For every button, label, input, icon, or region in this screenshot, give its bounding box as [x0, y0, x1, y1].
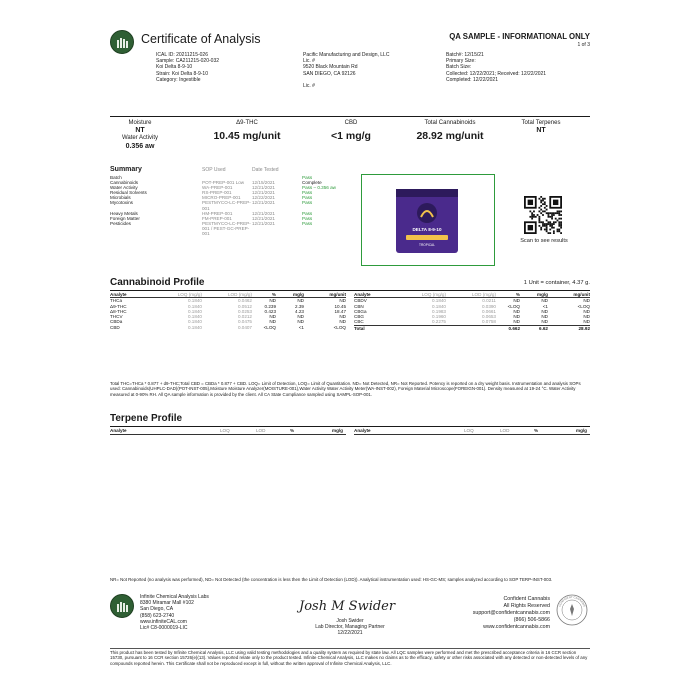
client-info: Pacific Manufacturing and Design, LLC Lic. # 9520 Black Mountain Rd SAN DIEGO, CA 92126 Lic. #: [303, 52, 390, 89]
terpene-col-header: Analyte: [110, 428, 127, 433]
cannabinoid-total-cell: 0.662: [496, 325, 520, 331]
summary-analyte: Mycotoxins: [110, 200, 133, 206]
metric-d9thc: Δ9-THC 10.45 mg/unit: [213, 120, 281, 142]
cannabinoid-cell: ND: [269, 298, 276, 304]
cannabinoid-cell: ND: [541, 308, 548, 314]
cannabinoid-cell: <LOQ: [507, 303, 520, 309]
cannabinoid-cell: ND: [339, 298, 346, 304]
cannabinoid-col-header: mg/g: [276, 292, 304, 298]
cannabinoid-cell: 0.239: [264, 303, 276, 309]
summary-sop: POT-PREP-001 Low: [202, 180, 245, 186]
summary-analyte: Residual Solvents: [110, 190, 147, 196]
page-indicator: 1 of 3: [577, 42, 590, 48]
summary-result: Complete: [302, 180, 322, 186]
cannabinoid-table-left: [110, 292, 346, 330]
cannabinoid-cell: 0.1983: [431, 308, 446, 314]
cannabinoid-total-cell: 6.62: [520, 325, 548, 331]
summary-analyte: Foreign Matter: [110, 215, 140, 221]
cannabinoid-cell: 0.1840: [187, 314, 202, 320]
summary-row: [110, 200, 362, 210]
cannabinoid-cell: 0.0462: [237, 298, 252, 304]
summary-result: Pass: [302, 220, 313, 226]
cannabinoid-cell: <1: [298, 324, 304, 330]
cannabinoid-col-header: mg/unit: [548, 292, 590, 298]
cannabinoid-cell: ND: [513, 319, 520, 325]
cannabinoid-cell: 0.2275: [431, 319, 446, 325]
cannabinoid-cell: CBDa: [110, 319, 123, 325]
summary-date: 12/21/2021: [252, 210, 275, 216]
cc-contact: Confident Cannabis All Rights Reserved support@confidentcannabis.com (866) 506-5866 www.confidentcannabis.com: [428, 596, 550, 631]
terpene-col-header: Analyte: [354, 428, 371, 433]
product-variant-text: TROPICAL: [419, 243, 435, 247]
cannabinoid-cell: Δ8-THC: [110, 308, 127, 314]
cannabinoid-cell: ND: [339, 319, 346, 325]
qr-code-icon[interactable]: [524, 196, 562, 234]
summary-table: [110, 175, 362, 236]
cannabinoid-cell: 0.0212: [237, 314, 252, 320]
summary-date: 12/21/2021: [252, 220, 275, 226]
cannabinoid-divider: [110, 290, 590, 291]
cannabinoid-cell: ND: [541, 319, 548, 325]
sample-banner: QA SAMPLE - INFORMATIONAL ONLY: [449, 32, 590, 41]
terpene-col-header: LOQ: [464, 428, 474, 433]
cannabinoid-col-header: LOD (mg/g): [202, 292, 252, 298]
terpene-header-rule: [110, 434, 346, 435]
cannabinoid-cell: <LOQ: [263, 324, 276, 330]
summary-result: Pass: [302, 190, 313, 196]
signer-info: Josh Swider Lab Director, Managing Partner 12/22/2021: [315, 618, 385, 637]
cannabinoid-total-row: [354, 325, 590, 331]
summary-date: 12/21/2021: [252, 215, 275, 221]
metric-cbd: CBD <1 mg/g: [331, 120, 371, 142]
cannabinoid-cell: 0.1840: [187, 319, 202, 325]
cannabinoid-cell: 2.39: [295, 303, 304, 309]
metric-total-terpenes: Total Terpenes NT: [521, 120, 561, 134]
summary-analyte: Pesticides: [110, 220, 131, 226]
terpene-col-header: LOD: [256, 428, 266, 433]
cannabinoid-cell: 0.0653: [481, 314, 496, 320]
summary-date: 12/15/2021: [252, 180, 275, 186]
svg-text:Josh M Swider: Josh M Swider: [299, 599, 396, 614]
cannabinoid-cell: ND: [513, 308, 520, 314]
cannabinoid-cell: ND: [513, 314, 520, 320]
summary-heading: Summary: [110, 166, 142, 173]
cannabinoid-cell: 0.0661: [481, 308, 496, 314]
cannabinoid-col-header: Analyte: [354, 292, 398, 298]
summary-analyte: Water Activity: [110, 185, 138, 191]
lab-logo-icon: [116, 37, 130, 49]
footer-lab-logo: [110, 594, 134, 618]
summary-sop: WA-PREP-001: [202, 185, 233, 191]
summary-date: 12/21/2021: [252, 190, 275, 196]
summary-col-date: Date Tested: [252, 167, 279, 173]
cannabinoid-total-cell: 28.92: [548, 325, 590, 331]
terpene-header-left: [110, 428, 346, 436]
cannabinoid-cell: 10.45: [334, 303, 346, 309]
product-line-text: DELTA 8-9-10: [412, 227, 442, 232]
coa-page: [110, 28, 590, 678]
unit-note: 1 Unit = container, 4.37 g.: [523, 280, 590, 286]
cannabinoid-cell: 0.1840: [187, 308, 202, 314]
summary-result: Pass: [302, 175, 313, 180]
cannabinoid-cell: 0.0475: [237, 319, 252, 325]
summary-result: Pass – 0.356 aw: [302, 185, 336, 191]
cannabinoid-cell: ND: [269, 319, 276, 325]
summary-analyte: Heavy Metals: [110, 210, 138, 216]
metric-moisture: Moisture NT Water Activity 0.356 aw: [121, 120, 159, 150]
summary-result: Pass: [302, 200, 313, 206]
page-title: Certificate of Analysis: [141, 32, 261, 46]
cannabinoid-cell: ND: [541, 298, 548, 304]
cannabinoid-cell: THCV: [110, 314, 123, 320]
summary-analyte: Batch: [110, 175, 122, 180]
cannabinoid-col-header: %: [252, 292, 276, 298]
terpene-header-rule: [354, 434, 590, 435]
summary-date: 12/21/2021: [252, 200, 275, 206]
cannabinoid-cell: 0.0390: [481, 303, 496, 309]
lab-logo-icon: [116, 601, 130, 613]
summary-sop: PESTMYCO-LC-PREP-001 / PEST-GC-PREP-001: [202, 220, 251, 237]
cannabinoid-cell: CBG: [354, 314, 364, 320]
cc-website-link[interactable]: www.confidentcannabis.com: [483, 624, 550, 630]
cannabinoid-table-right: [354, 292, 590, 331]
summary-row: [110, 221, 362, 236]
summary-result: Pass: [302, 195, 313, 201]
lab-logo-seal: [110, 30, 134, 54]
cannabinoid-cell: <LOQ: [333, 324, 346, 330]
cannabinoid-cell: 18.47: [334, 308, 346, 314]
terpene-col-header: %: [290, 428, 295, 433]
summary-result: Pass: [302, 210, 313, 216]
summary-sop: MICRO-PREP-001: [202, 195, 241, 201]
lab-contact: Infinite Chemical Analysis Labs 8380 Miramar Mall #102 San Diego, CA (858) 623-2740 www.infiniteCAL.com Lic# C8-0000019-LIC: [140, 594, 270, 631]
terpene-col-header: mg/g: [576, 428, 587, 433]
summary-metrics: [110, 120, 590, 160]
product-image: [362, 175, 494, 265]
cannabinoid-col-header: LOD (mg/g): [446, 292, 496, 298]
cannabinoid-cell: 0.1840: [187, 298, 202, 304]
cannabinoid-col-header: Analyte: [110, 292, 154, 298]
terpene-header-right: [354, 428, 590, 436]
cannabinoid-cell: 0.423: [264, 308, 276, 314]
cc-email-link[interactable]: support@confidentcannabis.com: [472, 610, 550, 616]
cannabinoid-cell: ND: [513, 298, 520, 304]
cannabinoid-cell: ND: [339, 314, 346, 320]
cannabinoid-cell: ND: [583, 308, 590, 314]
cannabinoid-cell: 0.0253: [237, 308, 252, 314]
lab-website-link[interactable]: www.infiniteCAL.com: [140, 618, 187, 625]
cannabinoid-cell: 0.0407: [237, 324, 252, 330]
cannabinoid-cell: <LOQ: [577, 303, 590, 309]
cannabinoid-footnote: Total THC=THCa * 0.877 + d9-THC;Total CBD = CBDa * 0.877 + CBD. LOQ= Limit of Detection, LOQ= Limit of Quantitation. ND= Not Detected, NR= Not Reported. Potency is reported on a dry weight basis. Instrumentation and analysis SOPs used: Cannabinoids(UHPLC-DAD)(POT-INST-005),Moisture Moisture Analyzer(MOISTURE-001),Water Activity Water Activity Meter(WA-INST-002), Foreign Material Microscope(FOREIGN-001). Density measured at 19-24 °C. Water Activity measured at 0-90% RH. All QA sample information is provided by the client. All CA State Compliance sampled using SAMPL-SOP-001.: [110, 381, 581, 397]
cannabinoid-cell: 0.1840: [187, 303, 202, 309]
summary-date: 12/21/2021: [252, 185, 275, 191]
summary-col-sop: SOP Used: [202, 167, 226, 173]
terpene-divider: [110, 426, 590, 427]
header-divider: [110, 116, 590, 117]
cannabinoid-profile-heading: Cannabinoid Profile: [110, 277, 205, 288]
metric-total-cannabinoids: Total Cannabinoids 28.92 mg/unit: [416, 120, 484, 142]
cannabinoid-col-header: %: [496, 292, 520, 298]
product-image-frame: [361, 174, 495, 266]
cannabinoid-cell: ND: [583, 314, 590, 320]
cannabinoid-cell: ND: [583, 319, 590, 325]
summary-sop: FM-PREP-001: [202, 215, 232, 221]
cannabinoid-cell: ND: [297, 319, 304, 325]
cannabinoid-cell: 0.0512: [237, 303, 252, 309]
cannabinoid-cell: CBD: [110, 324, 120, 330]
cannabinoid-cell: CBDV: [354, 298, 367, 304]
svg-text:CONFIDENT CANNABIS: CONFIDENT CANNABIS: [557, 594, 587, 608]
cannabinoid-col-header: mg/unit: [304, 292, 346, 298]
cannabinoid-total-cell: [398, 325, 446, 331]
cannabinoid-cell: 0.0758: [481, 319, 496, 325]
terpene-col-header: mg/g: [332, 428, 343, 433]
cannabinoid-col-header: mg/g: [520, 292, 548, 298]
cannabinoid-cell: 0.1960: [431, 314, 446, 320]
cannabinoid-cell: ND: [583, 298, 590, 304]
summary-analyte: Cannabinoids: [110, 180, 139, 186]
terpene-col-header: LOD: [500, 428, 510, 433]
signature-image: [295, 594, 405, 616]
terpene-col-header: LOQ: [220, 428, 230, 433]
cannabinoid-cell: ND: [269, 314, 276, 320]
cannabinoid-total-cell: Total: [354, 325, 398, 331]
cannabinoid-cell: ND: [541, 314, 548, 320]
disclaimer: This product has been tested by Infinite Chemical Analysis, LLC using valid testing methodologies and a quality system as required by state law. All LQC samples were performed and met the prescribed acceptance criteria in 16 CCR section 15730, pursuant to 16 CCR section 15726(e)(13). Values reported relate only to the product tested. Infinite Chemical Analysis, LLC makes no claims as to the efficacy, safety or other risks associated with any detected or non-detected levels of any compounds reported herein. This Certificate shall not be reproduced except in full, without the written approval of Infinite Chemical Analysis, LLC.: [110, 650, 588, 666]
cannabinoid-col-header: LOQ (mg/g): [154, 292, 202, 298]
summary-date: 12/22/2021: [252, 195, 275, 201]
summary-sop: RS-PREP-001: [202, 190, 232, 196]
cannabinoid-row: [110, 325, 346, 330]
cannabinoid-cell: 0.0211: [482, 298, 496, 304]
terpene-footnote: NR= Not Reported (no analysis was performed), ND= Not Detected (the concentration is less then the Limit of Detection (LOD)). Analytical instrumentation used: HS-GC-MS; samples analyzed according to SOP TERP-INST-003.: [110, 577, 553, 582]
summary-analyte: Microbials: [110, 195, 131, 201]
cannabinoid-cell: THCa: [110, 298, 122, 304]
terpene-col-header: %: [534, 428, 539, 433]
summary-result: Pass: [302, 215, 313, 221]
cannabinoid-cell: 4.23: [295, 308, 304, 314]
confident-cannabis-seal-icon: [556, 594, 588, 626]
cannabinoid-cell: CBC: [354, 319, 364, 325]
cannabinoid-col-header: LOQ (mg/g): [398, 292, 446, 298]
cannabinoid-cell: ND: [297, 314, 304, 320]
footer-divider: [110, 648, 590, 649]
cannabinoid-cell: <1: [542, 303, 548, 309]
summary-sop: PESTMYCO-LC-PREP-001: [202, 200, 251, 211]
terpene-profile-heading: Terpene Profile: [110, 413, 183, 424]
sample-info: ICAL ID: 20211215-026 Sample: CA211215-020-032 Koi Delta 8-9-10 Strain: Koi Delta 8-9-10 Category: Ingestible: [156, 52, 220, 83]
cannabinoid-cell: Δ9-THC: [110, 303, 127, 309]
batch-info: Batch#: 12/15/21 Primary Size: Batch Size: Collected: 12/22/2021; Received: 12/22/2021 Completed: 12/22/2021: [446, 52, 547, 83]
cannabinoid-cell: 0.1840: [431, 303, 446, 309]
cannabinoid-cell: 0.1840: [431, 298, 446, 304]
cannabinoid-cell: 0.1840: [187, 324, 202, 330]
summary-sop: HM-PREP-001: [202, 210, 233, 216]
qr-caption: Scan to see results: [520, 238, 568, 244]
cannabinoid-cell: CBGa: [354, 308, 367, 314]
cannabinoid-cell: CBN: [354, 303, 364, 309]
cannabinoid-cell: ND: [297, 298, 304, 304]
cannabinoid-total-cell: [446, 325, 496, 331]
